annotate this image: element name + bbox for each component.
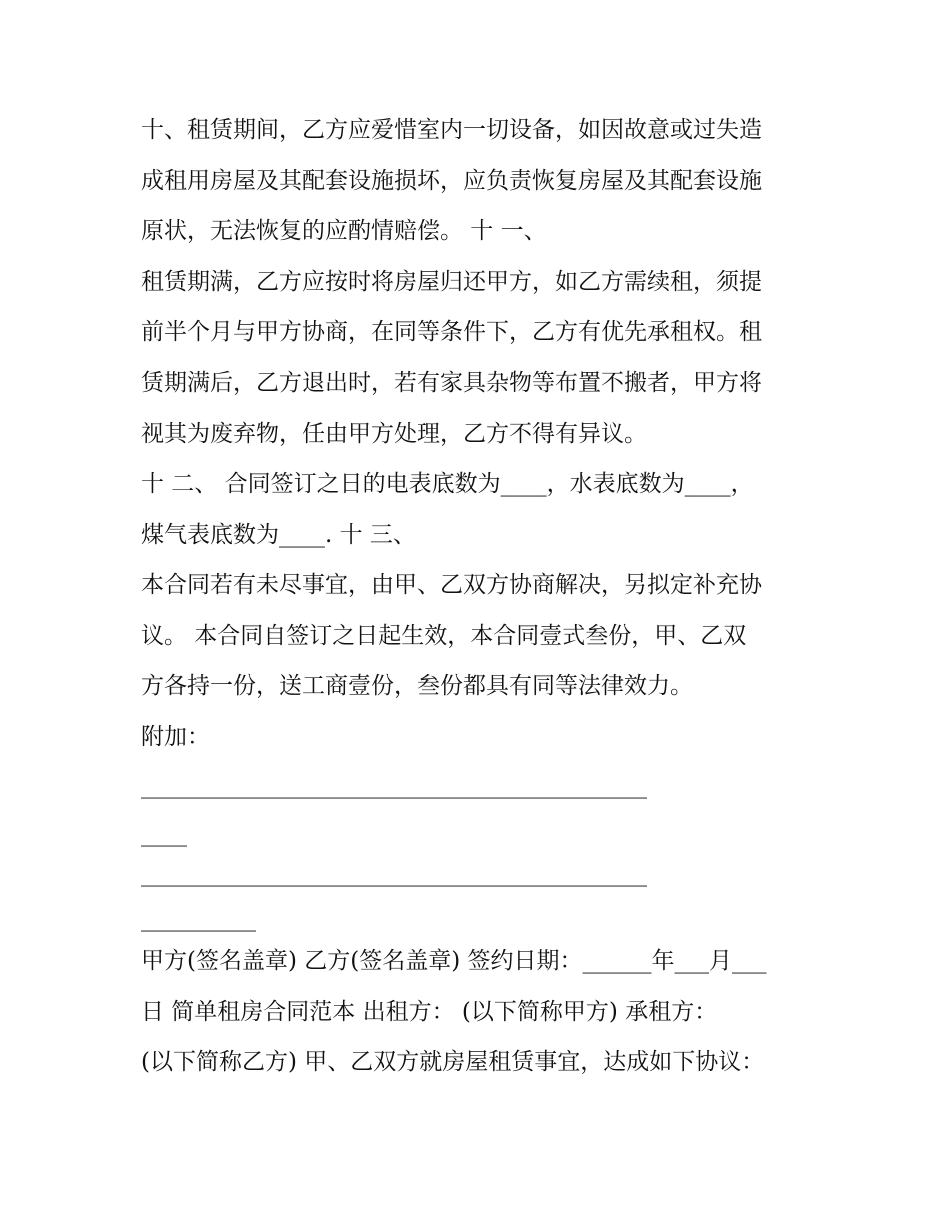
text-line: 煤气表底数为____. 十 三、 bbox=[141, 522, 416, 548]
text-line: 方各持一份，送工商壹份，叁份都具有同等法律效力。 bbox=[141, 673, 693, 699]
text-line: 成租用房屋及其配套设施损坏，应负责恢复房屋及其配套设施 bbox=[141, 168, 762, 194]
blank-line: __________ bbox=[141, 906, 256, 932]
text-line: 视其为废弃物，任由甲方处理，乙方不得有异议。 bbox=[141, 421, 647, 447]
text-line: 议。 本合同自签订之日起生效，本合同壹式叁份，甲、乙双 bbox=[141, 623, 747, 649]
text-line: 本合同若有未尽事宜，由甲、乙双方协商解决，另拟定补充协 bbox=[141, 572, 762, 598]
blank-line: ____________________________________________ bbox=[141, 861, 647, 887]
blank-line: ____________________________________________ bbox=[141, 773, 647, 799]
text-line: 前半个月与甲方协商，在同等条件下，乙方有优先承租权。租 bbox=[141, 319, 762, 345]
text-line: 原状，无法恢复的应酌情赔偿。 十 一、 bbox=[141, 218, 547, 244]
appendix-label: 附加： bbox=[141, 724, 210, 750]
text-line: (以下简称乙方) 甲、乙双方就房屋租赁事宜，达成如下协议： bbox=[141, 1049, 765, 1075]
text-line: 租赁期满，乙方应按时将房屋归还甲方，如乙方需续租，须提 bbox=[141, 269, 762, 295]
signature-line: 甲方(签名盖章) 乙方(签名盖章) 签约日期：______年___月___ bbox=[141, 948, 767, 974]
text-line: 十、租赁期间，乙方应爱惜室内一切设备，如因故意或过失造 bbox=[141, 117, 762, 143]
text-line: 赁期满后，乙方退出时，若有家具杂物等布置不搬者，甲方将 bbox=[141, 370, 762, 396]
text-line: 日 简单租房合同范本 出租方： (以下简称甲方) 承租方： bbox=[141, 999, 718, 1025]
blank-line: ____ bbox=[141, 821, 187, 847]
text-line: 十 二、 合同签订之日的电表底数为____，水表底数为____， bbox=[141, 471, 754, 497]
